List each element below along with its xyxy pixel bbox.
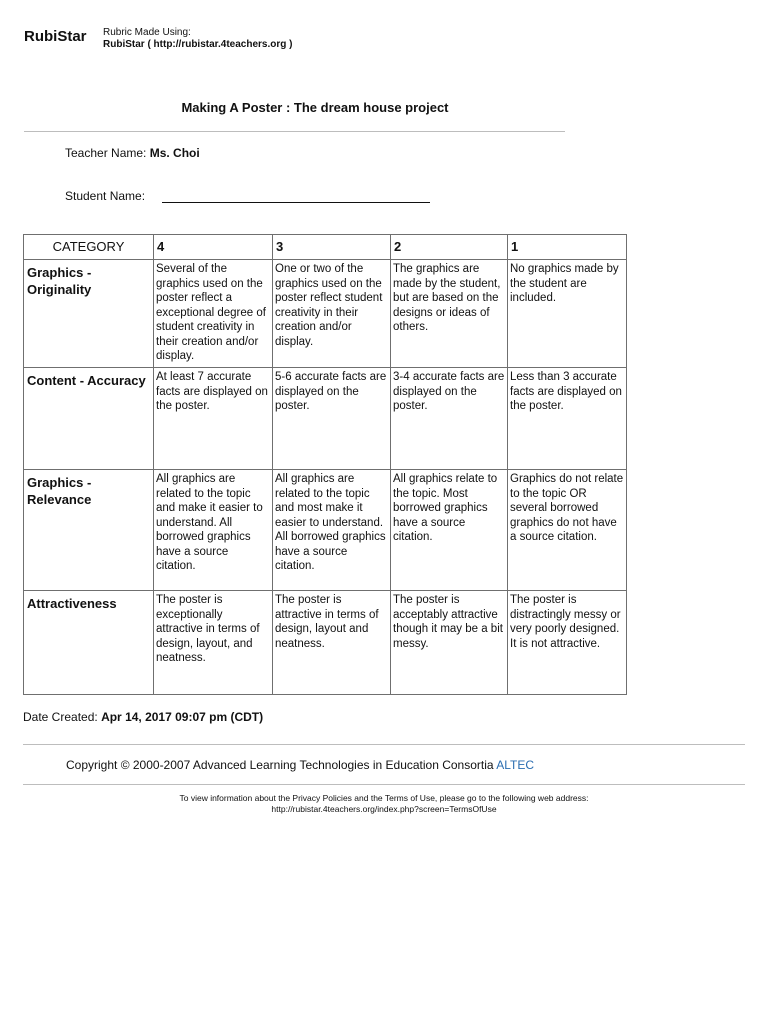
rubric-row-graphics-originality — [24, 260, 627, 368]
criteria-cell: 5-6 accurate facts are displayed on the poster. — [273, 368, 391, 470]
header-category: CATEGORY — [24, 235, 154, 260]
rubric-table — [23, 234, 627, 695]
criteria-cell: The poster is distractingly messy or very poorly designed. It is not attractive. — [508, 591, 627, 695]
student-name-blank — [162, 202, 430, 203]
teacher-name-label: Teacher Name: — [65, 146, 147, 160]
terms-text: To view information about the Privacy Policies and the Terms of Use, please go to the following web address: — [179, 793, 589, 803]
header-score-2: 2 — [391, 235, 508, 260]
page-title: Making A Poster : The dream house project — [181, 100, 449, 115]
copyright-text: Copyright © 2000-2007 Advanced Learning Technologies in Education Consortia — [66, 758, 494, 772]
category-cell: Graphics - Originality — [24, 260, 154, 368]
made-using-label: Rubric Made Using: — [103, 27, 191, 38]
criteria-cell: At least 7 accurate facts are displayed on the poster. — [154, 368, 273, 470]
criteria-cell: Less than 3 accurate facts are displayed on the poster. — [508, 368, 627, 470]
copyright-line — [66, 758, 534, 772]
terms-notice — [0, 793, 768, 815]
criteria-cell: No graphics made by the student are included. — [508, 260, 627, 368]
made-using-note — [103, 27, 292, 51]
date-created-value: Apr 14, 2017 09:07 pm (CDT) — [101, 710, 264, 724]
altec-link[interactable]: ALTEC — [496, 758, 535, 772]
rubric-row-attractiveness — [24, 591, 627, 695]
category-cell: Content - Accuracy — [24, 368, 154, 470]
criteria-cell: One or two of the graphics used on the poster reflect student creativity in their creation and/or display. — [273, 260, 391, 368]
rubistar-link[interactable]: RubiStar ( http://rubistar.4teachers.org ) — [103, 39, 293, 50]
criteria-cell: The poster is attractive in terms of design, layout and neatness. — [273, 591, 391, 695]
category-cell: Attractiveness — [24, 591, 154, 695]
footer-divider-top — [23, 744, 745, 745]
criteria-cell: All graphics are related to the topic and make it easier to understand. All borrowed graphics have a source citation. — [154, 470, 273, 591]
terms-url[interactable]: http://rubistar.4teachers.org/index.php?screen=TermsOfUse — [271, 804, 497, 814]
rubric-header-row — [24, 235, 627, 260]
header-score-1: 1 — [508, 235, 627, 260]
criteria-cell: Several of the graphics used on the poster reflect a exceptional degree of student creativity in their creation and/or display. — [154, 260, 273, 368]
criteria-cell: All graphics are related to the topic and most make it easier to understand. All borrowed graphics have a source citation. — [273, 470, 391, 591]
criteria-cell: Graphics do not relate to the topic OR several borrowed graphics do not have a source citation. — [508, 470, 627, 591]
rubistar-brand: RubiStar — [24, 28, 87, 45]
rubric-row-graphics-relevance — [24, 470, 627, 591]
header-score-4: 4 — [154, 235, 273, 260]
criteria-cell: The poster is exceptionally attractive in terms of design, layout, and neatness. — [154, 591, 273, 695]
date-created-label: Date Created: — [23, 710, 98, 724]
criteria-cell: The poster is acceptably attractive though it may be a bit messy. — [391, 591, 508, 695]
footer-divider-bottom — [23, 784, 745, 785]
header-score-3: 3 — [273, 235, 391, 260]
title-divider — [24, 131, 565, 132]
student-name-label: Student Name: — [65, 189, 146, 203]
criteria-cell: All graphics relate to the topic. Most borrowed graphics have a source citation. — [391, 470, 508, 591]
criteria-cell: 3-4 accurate facts are displayed on the poster. — [391, 368, 508, 470]
teacher-name-row — [65, 146, 200, 160]
teacher-name-value: Ms. Choi — [149, 146, 200, 160]
criteria-cell: The graphics are made by the student, but are based on the designs or ideas of others. — [391, 260, 508, 368]
date-created — [23, 710, 263, 724]
rubric-row-content-accuracy — [24, 368, 627, 470]
category-cell: Graphics - Relevance — [24, 470, 154, 591]
